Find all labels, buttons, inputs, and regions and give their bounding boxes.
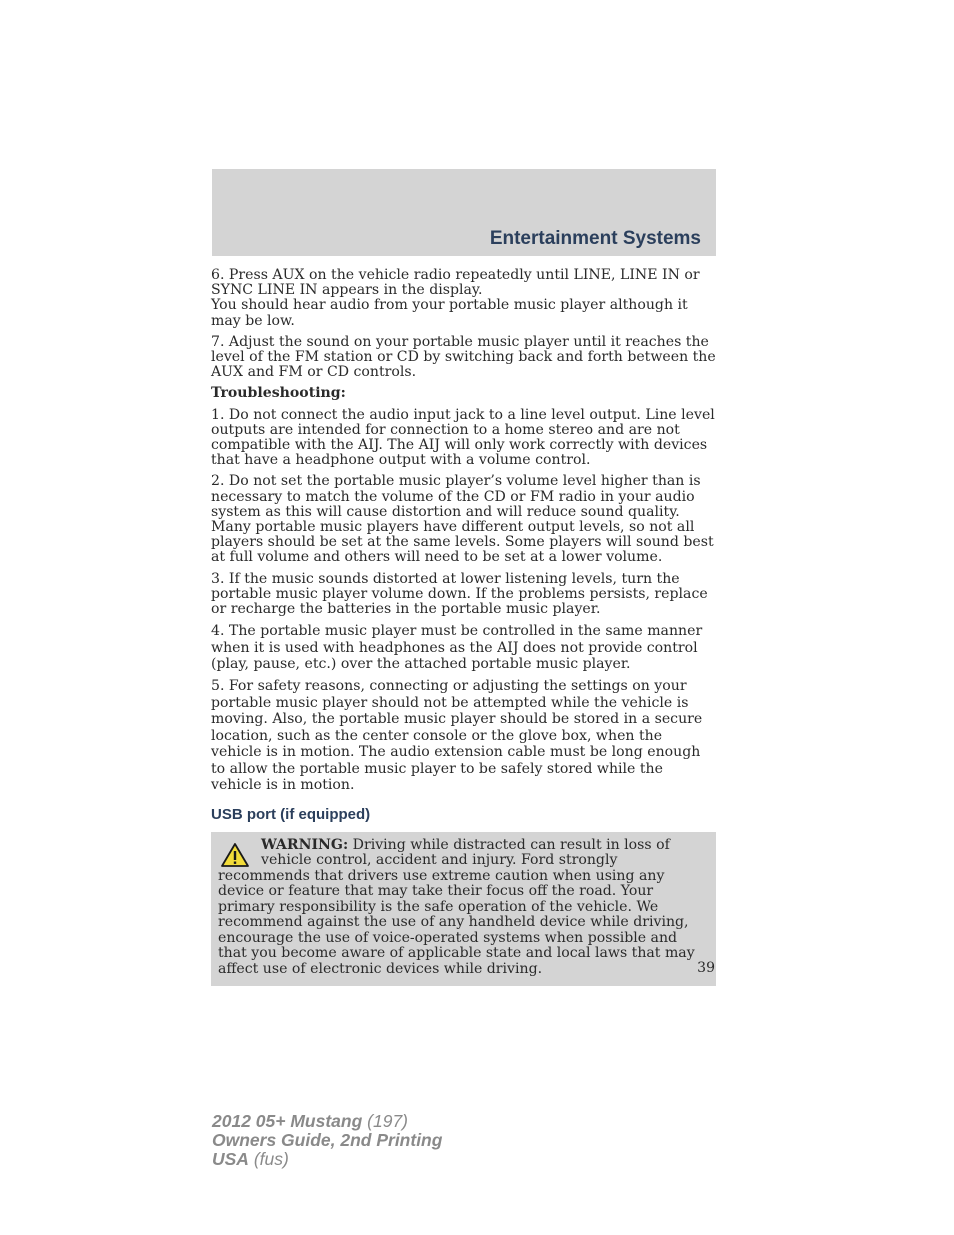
section-header: [212, 169, 716, 256]
footer-guide-edition: Owners Guide, 2nd Printing: [212, 1130, 443, 1150]
step-6-text: 6. Press AUX on the vehicle radio repeatedly until LINE, LINE IN or SYNC LINE IN appears in the display.: [211, 267, 700, 299]
troubleshooting-item-1: 1. Do not connect the audio input jack to a line level output. Line level outputs are intended for connection to a home stereo and are not compatible with the AIJ. The AIJ will only work correctly with devices that have a headphone output with a volume control.: [211, 406, 715, 469]
footer-line-2: [212, 1131, 442, 1150]
warning-box: [211, 832, 716, 987]
warning-text: Driving while distracted can result in loss of vehicle control, accident and injury. Ford strongly recommends that drivers use extreme caution when using any device or feature that may take their focus off the road. Your primary responsibility is the safe operation of the vehicle. We recommend against the use of any handheld device while driving, encourage the use of voice-operated systems when possible and that you become aware of applicable state and local laws that may affect use of electronic devices while driving.: [218, 836, 695, 977]
troubleshooting-item-4: 4. The portable music player must be controlled in the same manner when it is used with headphones as the AIJ does not provide control (play, pause, etc.) over the attached portable music player.: [211, 623, 703, 673]
troubleshooting-item-3: 3. If the music sounds distorted at lower listening levels, turn the portable music player volume down. If the problems persists, replace or recharge the batteries in the portable music player.: [211, 570, 708, 618]
troubleshooting-item-2: 2. Do not set the portable music player’s volume level higher than is necessary to match the volume of the CD or FM radio in your audio system as this will cause distortion and will reduce sound quality. Many portable music players have different output levels, so not all players should be set at the same levels. Some players will sound best at full volume and others will need to be set at a lower volume.: [211, 473, 714, 566]
footer-model-code: (197): [367, 1111, 409, 1131]
footer-market-code: (fus): [253, 1149, 289, 1169]
page-content: [211, 268, 716, 986]
usb-port-heading: USB port (if equipped): [211, 806, 371, 824]
page-number: 39: [697, 960, 715, 976]
footer-line-3: [212, 1150, 442, 1169]
warning-triangle-icon: [220, 842, 250, 868]
section-title: Entertainment Systems: [489, 228, 701, 249]
footer-market: USA: [212, 1149, 249, 1169]
step-6-note: You should hear audio from your portable music player although it may be low.: [211, 297, 688, 329]
footer: [212, 1112, 442, 1169]
troubleshooting-heading: Troubleshooting:: [211, 385, 346, 402]
footer-model: 2012 05+ Mustang: [212, 1111, 363, 1131]
troubleshooting-item-5: 5. For safety reasons, connecting or adjusting the settings on your portable music player should not be attempted while the vehicle is moving. Also, the portable music player should be stored in a secure location, such as the center console or the glove box, when the vehicle is in motion. The audio extension cable must be long enough to allow the portable music player to be safely stored while the vehicle is in motion.: [211, 678, 703, 793]
footer-line-1: [212, 1112, 442, 1131]
step-6-paragraph: [211, 268, 716, 329]
step-7-paragraph: 7. Adjust the sound on your portable music player until it reaches the level of the FM station or CD by switching back and forth between the AUX and FM or CD controls.: [211, 333, 716, 381]
warning-label: WARNING:: [261, 836, 349, 853]
